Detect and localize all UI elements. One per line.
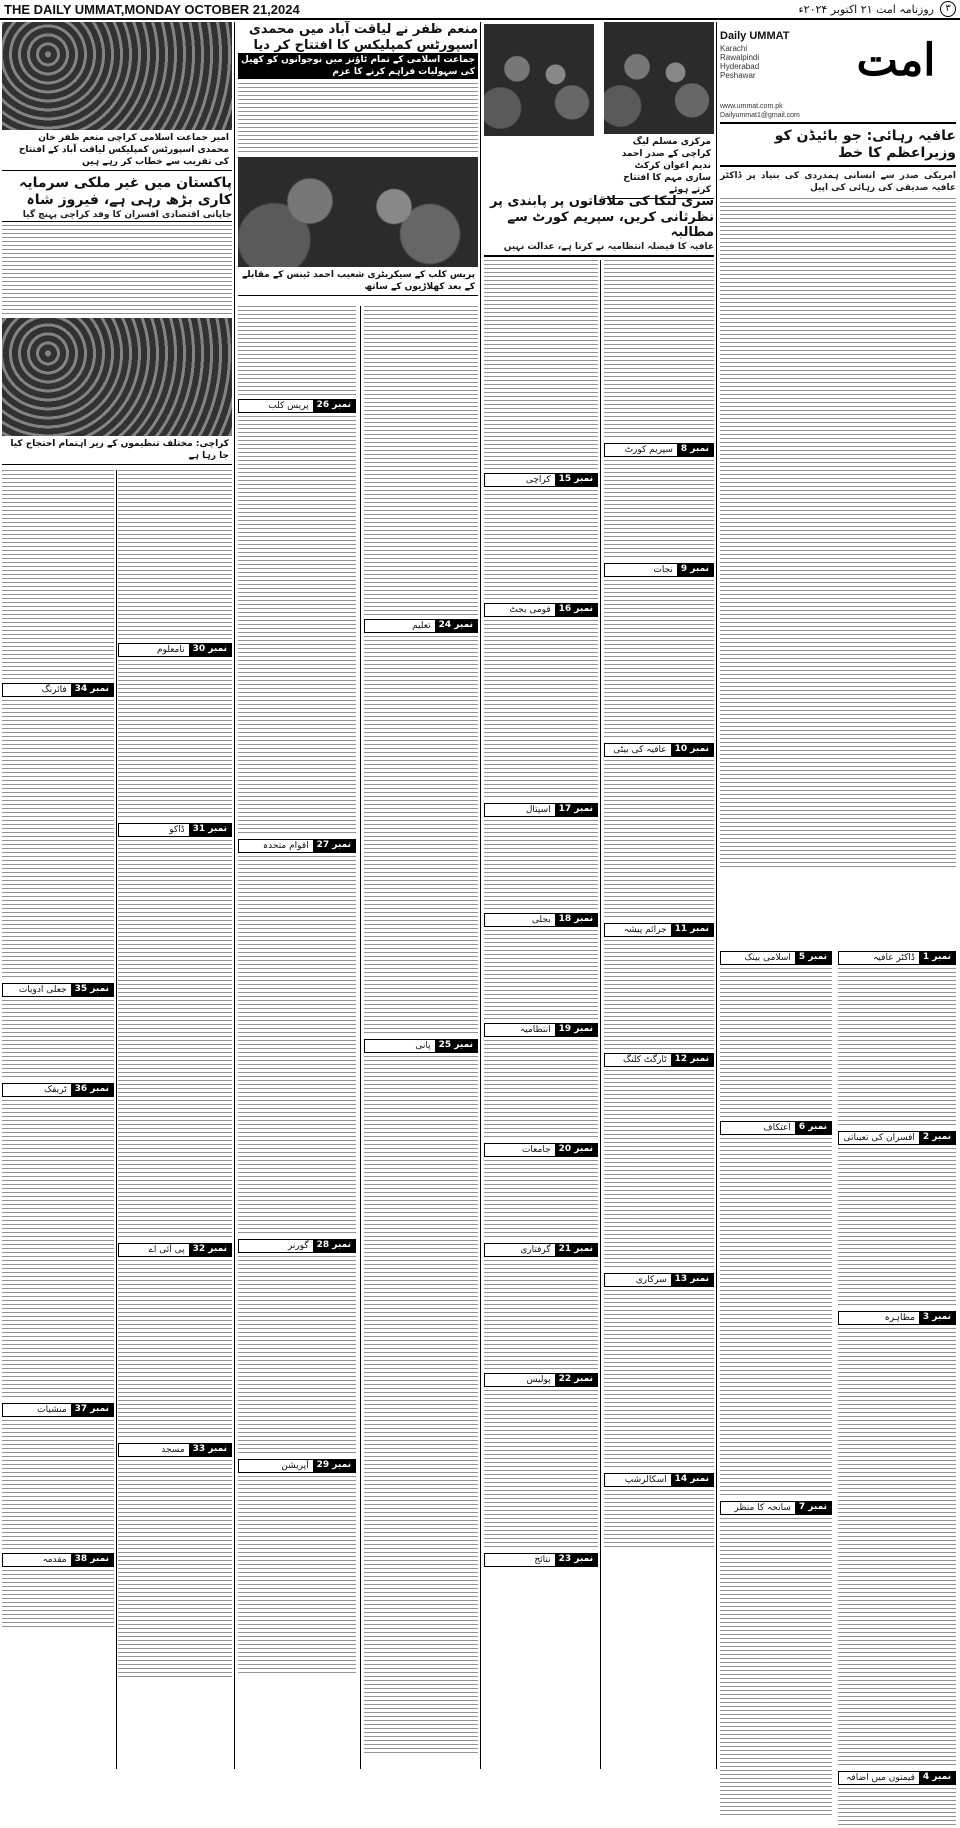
continuation-label: نمبر 34 فائرنگ [2, 683, 114, 697]
continuation-label: نمبر 36 ٹریفک [2, 1083, 114, 1097]
photo-event [484, 24, 594, 136]
masthead-contact [720, 102, 956, 120]
column-h-body [2, 470, 114, 1769]
email-link[interactable]: Dailyummat1@gmail.com [720, 112, 800, 119]
photo-rally [604, 22, 714, 134]
continuation-label: نمبر 32 پی آئی اے [118, 1243, 232, 1257]
city-item: Hyderabad [720, 62, 760, 71]
continuation-text [484, 1260, 598, 1370]
continuation-text [238, 416, 356, 836]
continuation-label: نمبر 6 اعتکاف [720, 1121, 832, 1135]
continuation-label: نمبر 21 گرفتاری [484, 1243, 598, 1257]
story-headline: پاکستان میں غیر ملکی سرمایہ کاری بڑھ رہی ہے، فیروز شاہ [19, 175, 232, 208]
continuation-text [484, 1160, 598, 1240]
lead-headline: عافیہ رہائی: جو بائیڈن کو وزیراعظم کا خط [720, 128, 956, 167]
continuation-label: نمبر 14 اسکالرشپ [604, 1473, 714, 1487]
continuation-label: نمبر 37 منشیات [2, 1403, 114, 1417]
continuation-label: نمبر 28 گورنر [238, 1239, 356, 1253]
continuation-label: نمبر 23 نتائج [484, 1553, 598, 1567]
continuation-text [118, 660, 232, 820]
logo-text: امت [856, 34, 936, 86]
continuation-text [484, 490, 598, 600]
story-text [484, 260, 598, 470]
column-rule [716, 22, 717, 1769]
column-d-body [484, 260, 598, 1769]
continuation-label: نمبر 18 بجلی [484, 913, 598, 927]
story-headline: منعم ظفر نے لیاقت آباد میں محمدی اسپورٹس کمپلیکس کا افتتاح کر دیا [248, 22, 478, 53]
continuation-label: نمبر 17 اسپتال [484, 803, 598, 817]
continuation-text [118, 1260, 232, 1440]
photo-sports-ceremony [2, 22, 232, 130]
photo-caption: مرکزی مسلم لیگ کراچی کے صدر احمد ندیم اعوان کرکٹ سازی مہم کا افتتاح کرتے ہوئے [604, 134, 714, 199]
continuation-label: نمبر 27 اقوام متحدہ [238, 839, 356, 853]
continuation-label: نمبر 3 مظاہرہ [838, 1311, 956, 1325]
continuation-text [484, 1390, 598, 1550]
continuation-text [364, 636, 478, 1036]
continuation-text [484, 820, 598, 910]
continuation-text [838, 1328, 956, 1768]
continuation-label: نمبر 20 جامعات [484, 1143, 598, 1157]
continuation-label: نمبر 5 اسلامی بینک [720, 951, 832, 965]
continuation-text [720, 968, 832, 1118]
continuation-text [2, 1100, 114, 1400]
story-subheadline: عافیہ کا فیصلہ انتظامیہ نے کرنا ہے، عدالت نہیں [503, 241, 714, 252]
continuation-label: نمبر 1 ڈاکٹر عافیہ [838, 951, 956, 965]
continuation-label: نمبر 25 پانی [364, 1039, 478, 1053]
continuation-text [720, 1518, 832, 1818]
continuation-text [484, 930, 598, 1020]
continuation-label: نمبر 7 سانحہ کا منظر [720, 1501, 832, 1515]
lead-body-text [720, 198, 956, 870]
continuation-label: نمبر 30 نامعلوم [118, 643, 232, 657]
city-item: Rawalpindi [720, 53, 760, 62]
continuation-label: نمبر 9 نجات [604, 563, 714, 577]
continuation-text [238, 856, 356, 1236]
continuation-text [118, 840, 232, 1240]
photo-press-club [238, 157, 478, 267]
continuation-label: نمبر 12 ٹارگٹ کلنگ [604, 1053, 714, 1067]
continuation-text [2, 1570, 114, 1630]
continuation-text [2, 700, 114, 980]
continuation-text [238, 1476, 356, 1676]
city-item: Peshawar [720, 71, 756, 80]
urdu-dateline [798, 1, 956, 17]
continuation-text [604, 940, 714, 1050]
continuation-text [484, 1040, 598, 1140]
city-item: Karachi [720, 44, 748, 53]
lead-column [720, 128, 956, 1783]
continuation-label: نمبر 11 جرائم پیشہ [604, 923, 714, 937]
story-text [604, 260, 714, 440]
continuation-text [604, 1290, 714, 1470]
masthead-english [720, 30, 830, 80]
continuation-text [604, 1070, 714, 1270]
story-text [364, 306, 478, 616]
continuation-text [720, 1138, 832, 1498]
story-text [2, 225, 232, 315]
page-number: ۳ [940, 1, 956, 17]
continuation-text [2, 1000, 114, 1080]
continuation-label: نمبر 10 عافیہ کی بیٹی [604, 743, 714, 757]
continuation-column-a-left [720, 948, 832, 1818]
website-link[interactable]: www.ummat.com.pk [720, 103, 783, 110]
column-rule [360, 306, 361, 1769]
continuation-text [838, 1148, 956, 1308]
column-c-body [604, 260, 714, 1769]
city-list [720, 44, 830, 80]
continuation-text [604, 1490, 714, 1550]
story-subheadline: جاپانی اقتصادی افسران کا وفد کراچی پہنچ گیا [2, 209, 232, 222]
continuation-label: نمبر 31 ڈاکو [118, 823, 232, 837]
column-f-body [238, 306, 356, 1769]
column-rule [600, 260, 601, 1769]
story-text [118, 470, 232, 640]
continuation-text [118, 1460, 232, 1680]
story-subheadline: جماعت اسلامی کے تمام ٹاؤنز میں نوجوانوں کو کھیل کی سہولیات فراہم کرنے کا عزم [238, 53, 478, 79]
continuation-text [364, 1056, 478, 1756]
photo-protest [2, 318, 232, 436]
column-g-body [118, 470, 232, 1769]
continuation-label: نمبر 8 سپریم کورٹ [604, 443, 714, 457]
column-rule [480, 22, 481, 1769]
urdu-date: روزنامہ امت ۲۱ اکتوبر ۲۰۲۴ء [798, 2, 934, 16]
photo-caption: کراچی: مختلف تنظیموں کے زیر اہتمام احتجاج کیا جا رہا ہے [2, 436, 232, 465]
english-dateline: THE DAILY UMMAT,MONDAY OCTOBER 21,2024 [4, 1, 300, 17]
continuation-label: نمبر 35 جعلی ادویات [2, 983, 114, 997]
continuation-text [484, 620, 598, 800]
continuation-column-a-right [838, 948, 956, 1828]
column-rule [116, 470, 117, 1769]
continuation-text [838, 1788, 956, 1828]
story-text [238, 306, 356, 396]
story-headline: سری لنکا کی ملاقاتوں پر پابندی پر نظرثانی کریں، سپریم کورٹ سے مطالبہ [489, 194, 714, 241]
continuation-label: نمبر 2 افسران کی تعیناتی [838, 1131, 956, 1145]
continuation-text [604, 580, 714, 740]
continuation-label: نمبر 24 تعلیم [364, 619, 478, 633]
continuation-label: نمبر 16 قومی بجٹ [484, 603, 598, 617]
ummat-logo [836, 28, 956, 92]
continuation-label: نمبر 19 انتظامیہ [484, 1023, 598, 1037]
continuation-label: نمبر 4 قیمتوں میں اضافہ [838, 1771, 956, 1785]
continuation-label: نمبر 29 آپریشن [238, 1459, 356, 1473]
continuation-text [838, 968, 956, 1128]
column-rule [234, 22, 235, 1769]
continuation-text [238, 1256, 356, 1456]
continuation-label: نمبر 13 سرکاری [604, 1273, 714, 1287]
story-text [238, 83, 478, 153]
continuation-text [2, 1420, 114, 1550]
continuation-text [604, 760, 714, 920]
photo-caption: پریس کلب کے سیکریٹری شعیب احمد ٹینس کے مقابلے کے بعد کھلاڑیوں کے ساتھ [238, 267, 478, 296]
continuation-label: نمبر 26 پریس کلب [238, 399, 356, 413]
continuation-label: نمبر 33 مسجد [118, 1443, 232, 1457]
continuation-label: نمبر 15 کراچی [484, 473, 598, 487]
lead-subheadline: امریکی صدر سے انسانی ہمدردی کی بنیاد پر ڈاکٹر عافیہ صدیقی کی رہائی کی اپیل [720, 170, 956, 193]
masthead [720, 24, 956, 124]
column-e-body [364, 306, 478, 1769]
continuation-text [604, 460, 714, 560]
photo-caption: امیر جماعت اسلامی کراچی منعم ظفر خان محمدی اسپورٹس کمپلیکس لیاقت آباد کے افتتاح کی تقریب سے خطاب کر رہے ہیں [2, 130, 232, 171]
continuation-label: نمبر 38 مقدمہ [2, 1553, 114, 1567]
story-text [2, 470, 114, 680]
continuation-label: نمبر 22 پولیس [484, 1373, 598, 1387]
brand-name: Daily UMMAT [720, 30, 790, 42]
page-header [0, 0, 960, 20]
